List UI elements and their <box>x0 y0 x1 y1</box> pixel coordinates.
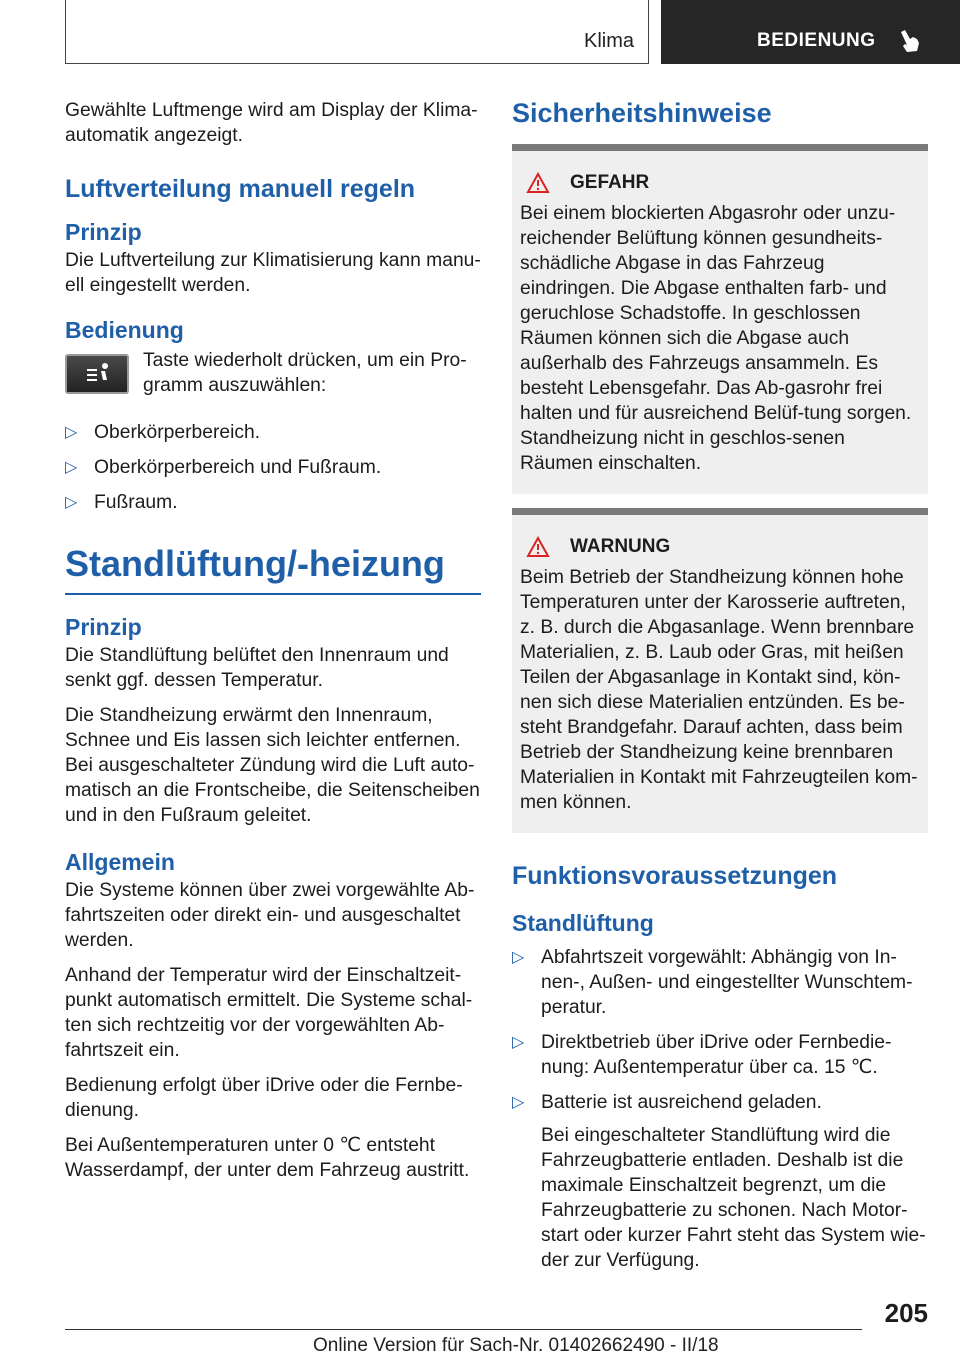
header-chapter-title: BEDIENUNG <box>757 30 876 51</box>
air-program-list <box>65 420 481 515</box>
warning-triangle-icon <box>526 172 550 194</box>
warning-text: Beim Betrieb der Standheizung können hohe Temperaturen unter der Karosserie auftreten, z. B. durch die Abgasanlage. Wenn brennbare Materialien, z. B. Laub oder Gras, mit heißen Teilen der Abgasanlage in Kontakt sind, kön-nen sich diese Materialien entzünden. Es be-steht Brandgefahr. Darauf achten, dass beim Betrieb der Standheizung keine brennbaren Materialien in Kontakt mit Fahrzeugteilen kom-men können. <box>520 567 918 813</box>
heading-rule <box>65 593 481 595</box>
battery-note: Bei eingeschalteter Standlüftung wird die Fahrzeugbatterie entladen. Deshalb ist die maximale Einschaltzeit begrenzt, um die Fahrzeugbatterie zu schonen. Nach Motor-start oder kurzer Fahrt steht das System wie-der zur Verfügung. <box>541 1125 926 1271</box>
warning-triangle-icon <box>526 536 550 558</box>
header-chapter-box <box>661 0 960 64</box>
heading-bedienung: Bedienung <box>65 317 184 343</box>
heading-sicherheitshinweise: Sicherheitshinweise <box>512 98 772 128</box>
triangle-bullet-icon: ▷ <box>65 494 78 511</box>
triangle-bullet-icon: ▷ <box>512 949 525 966</box>
pointing-hand-icon <box>895 26 923 54</box>
allgemein-text-2: Anhand der Temperatur wird der Einschaltzeit-punkt automatisch ermittelt. Die Systeme schal-ten sich rechtzeitig vor der vorgewählten Ab-fahrtszeit ein. <box>65 965 473 1061</box>
triangle-bullet-icon: ▷ <box>512 1034 525 1051</box>
danger-text: Bei einem blockierten Abgasrohr oder unzu-reichender Belüftung können gesundheits-schädliche Abgase in das Fahrzeug eindringen. Die Abgase enthalten farb- und geruchlose Schadstoffe. In geschlossen Räumen können sich die Abgase auch außerhalb des Fahrzeugs ansammeln. Es besteht Lebensgefahr. Das Ab-gasrohr frei halten und für ausreichend Belüf-tung sorgen. Standheizung nicht in geschlos-senen Räumen einschalten. <box>520 203 912 474</box>
allgemein-text-4: Bei Außentemperaturen unter 0 ℃ entsteht Wasserdampf, der unter dem Fahrzeug austritt. <box>65 1135 470 1181</box>
list-item: ▷ Abfahrtszeit vorgewählt: Abhängig von In-nen-, Außen- und eingestellter Wunschtem-peratur. <box>512 947 913 1018</box>
heading-prinzip-2: Prinzip <box>65 614 142 640</box>
header-section-box <box>65 0 649 64</box>
footer-rule <box>65 1329 862 1330</box>
header-section-title: Klima <box>583 30 634 52</box>
triangle-bullet-icon: ▷ <box>65 424 78 441</box>
list-item: ▷ Fußraum. <box>65 492 178 513</box>
list-item: ▷ Direktbetrieb über iDrive oder Fernbedie-nung: Außentemperatur über ca. 15 ℃. <box>512 1032 892 1078</box>
warning-box <box>512 508 928 833</box>
left-column <box>65 98 481 1193</box>
heading-allgemein: Allgemein <box>65 849 175 875</box>
heading-funktionsvoraussetzungen: Funktionsvoraussetzungen <box>512 862 838 890</box>
footer-version-text: Online Version für Sach-Nr. 01402662490 - II/18 <box>313 1335 719 1356</box>
heading-standlueftung-sub: Standlüftung <box>512 910 654 936</box>
triangle-bullet-icon: ▷ <box>65 459 78 476</box>
prinzip-1-text: Die Luftverteilung zur Klimatisierung kann manu-ell eingestellt werden. <box>65 250 481 296</box>
list-item: ▷ Oberkörperbereich und Fußraum. <box>65 457 382 478</box>
page-number: 205 <box>884 1298 928 1328</box>
air-distribution-button-icon <box>65 354 129 394</box>
list-item: ▷ Oberkörperbereich. <box>65 422 261 443</box>
prinzip-2-text-a: Die Standlüftung belüftet den Innenraum und senkt ggf. dessen Temperatur. <box>65 645 449 691</box>
intro-paragraph: Gewählte Luftmenge wird am Display der Klima-automatik angezeigt. <box>65 100 478 146</box>
allgemein-text-1: Die Systeme können über zwei vorgewählte Ab-fahrtszeiten oder direkt ein- und ausgeschaltet werden. <box>65 880 475 951</box>
heading-prinzip-1: Prinzip <box>65 219 142 245</box>
danger-box <box>512 144 928 494</box>
button-description: Taste wiederholt drücken, um ein Pro-gramm auszuwählen: <box>143 350 467 396</box>
right-column <box>512 98 928 1283</box>
warning-title: WARNUNG <box>520 535 920 559</box>
requirements-list <box>512 945 928 1273</box>
triangle-bullet-icon: ▷ <box>512 1094 525 1111</box>
button-row <box>65 348 481 408</box>
heading-luftverteilung: Luftverteilung manuell regeln <box>65 175 416 203</box>
allgemein-text-3: Bedienung erfolgt über iDrive oder die Fernbe-dienung. <box>65 1075 463 1121</box>
prinzip-2-text-b: Die Standheizung erwärmt den Innenraum, Schnee und Eis lassen sich leichter entfernen. Bei ausgeschalteter Zündung wird die Luft auto-matisch an die Frontscheibe, die Seitenscheiben und in den Fußraum geleitet. <box>65 705 480 826</box>
list-item: ▷ Batterie ist ausreichend geladen. Bei eingeschalteter Standlüftung wird die Fahrzeugbatterie entladen. Deshalb ist die maximale Einschaltzeit begrenzt, um die Fahrzeugbatterie zu schonen. Nach Motor-start oder kurzer Fahrt steht das System wie-der zur Verfügung. <box>512 1090 928 1273</box>
danger-title: GEFAHR <box>520 171 920 195</box>
heading-standlueftung: Standlüftung/-heizung <box>65 543 445 584</box>
